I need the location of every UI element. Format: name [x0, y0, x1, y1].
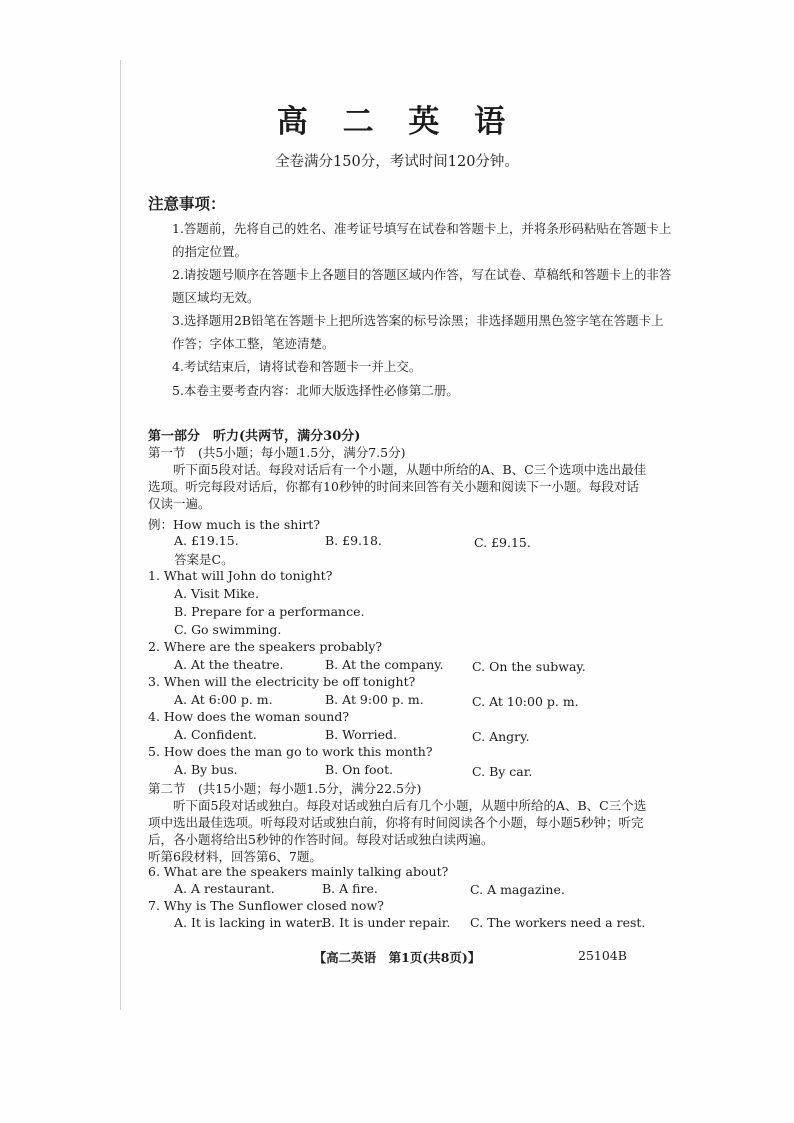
part1-heading: 第一部分 听力(共两节，满分30分): [148, 429, 361, 444]
q2-option-a: A. At the theatre.: [174, 657, 284, 672]
question-3: 3. When will the electricity be off tonight?: [148, 674, 416, 689]
q1-option-b: B. Prepare for a performance.: [174, 604, 365, 619]
question-6: 6. What are the speakers mainly talking about?: [148, 864, 449, 879]
q3-option-c: C. At 10:00 p. m.: [472, 694, 579, 709]
page-footer-label: 【高二英语 第1页(共8页)】: [313, 950, 481, 965]
binding-margin-line: [120, 60, 121, 1010]
q5-option-b: B. On foot.: [325, 762, 394, 777]
question-2: 2. Where are the speakers probably?: [148, 639, 383, 654]
notice-list: [172, 218, 672, 403]
q5-option-c: C. By car.: [472, 764, 533, 779]
q7-option-a: A. It is lacking in water.: [174, 915, 325, 930]
q1-option-a: A. Visit Mike.: [174, 586, 259, 601]
q2-option-c: C. On the subway.: [472, 659, 586, 674]
section2-material: 听第6段材料，回答第6、7题。: [148, 849, 322, 864]
q3-option-b: B. At 9:00 p. m.: [325, 692, 424, 707]
question-1: 1. What will John do tonight?: [148, 568, 333, 583]
q6-option-b: B. A fire.: [322, 881, 378, 896]
notice-item: 2.请按题号顺序在答题卡上各题目的答题区域内作答，写在试卷、草稿纸和答题卡上的非答题区域均无效。: [172, 267, 672, 305]
question-7: 7. Why is The Sunflower closed now?: [148, 898, 384, 913]
example-question: 例：How much is the shirt?: [148, 517, 321, 532]
example-answer: 答案是C。: [174, 552, 234, 567]
q3-option-a: A. At 6:00 p. m.: [174, 692, 273, 707]
example-option-c: C. £9.15.: [474, 535, 531, 550]
section1-heading: 第一节 (共5小题；每小题1.5分，满分7.5分): [148, 445, 406, 460]
q2-option-b: B. At the company.: [325, 657, 444, 672]
q1-option-c: C. Go swimming.: [174, 622, 282, 637]
page-title: 高 二 英 语: [276, 104, 518, 140]
notice-item: 3.选择题用2B铅笔在答题卡上把所选答案的标号涂黑；非选择题用黑色签字笔在答题卡上作答；字体工整，笔迹清楚。: [172, 313, 664, 351]
notice-heading: 注意事项：: [148, 194, 226, 213]
q7-option-b: B. It is under repair.: [322, 915, 451, 930]
q6-option-a: A. A restaurant.: [174, 881, 275, 896]
q4-option-a: A. Confident.: [174, 727, 257, 742]
exam-subtitle: 全卷满分150分，考试时间120分钟。: [275, 154, 519, 170]
section2-instructions: 听下面5段对话或独白。每段对话或独白后有几个小题，从题中所给的A、B、C三个选项中选出最佳选项。听每段对话或独白前，你将有时间阅读各个小题，每小题5秒钟；听完后，各小题将给出5秒钟的作答时间。每段对话或独白读两遍。: [148, 798, 647, 847]
section2-heading: 第二节 (共15小题；每小题1.5分，满分22.5分): [148, 781, 422, 796]
notice-item: 1.答题前，先将自己的姓名、准考证号填写在试卷和答题卡上，并将条形码粘贴在答题卡上的指定位置。: [172, 221, 672, 259]
q4-option-c: C. Angry.: [472, 729, 530, 744]
section1-instructions: 听下面5段对话。每段对话后有一个小题，从题中所给的A、B、C三个选项中选出最佳选项。听完每段对话后，你都有10秒钟的时间来回答有关小题和阅读下一小题。每段对话仅读一遍。: [148, 462, 647, 511]
q5-option-a: A. By bus.: [174, 762, 238, 777]
notice-item: 5.本卷主要考查内容：北师大版选择性必修第二册。: [172, 382, 459, 398]
example-option-b: B. £9.18.: [325, 533, 382, 548]
notice-item: 4.考试结束后，请将试卷和答题卡一并上交。: [172, 359, 422, 374]
exam-code: 25104B: [578, 948, 627, 963]
example-option-a: A. £19.15.: [174, 533, 239, 548]
question-4: 4. How does the woman sound?: [148, 709, 350, 724]
q4-option-b: B. Worried.: [325, 727, 397, 742]
q6-option-c: C. A magazine.: [470, 882, 565, 897]
question-5: 5. How does the man go to work this month?: [148, 744, 433, 759]
q7-option-c: C. The workers need a rest.: [470, 915, 646, 930]
